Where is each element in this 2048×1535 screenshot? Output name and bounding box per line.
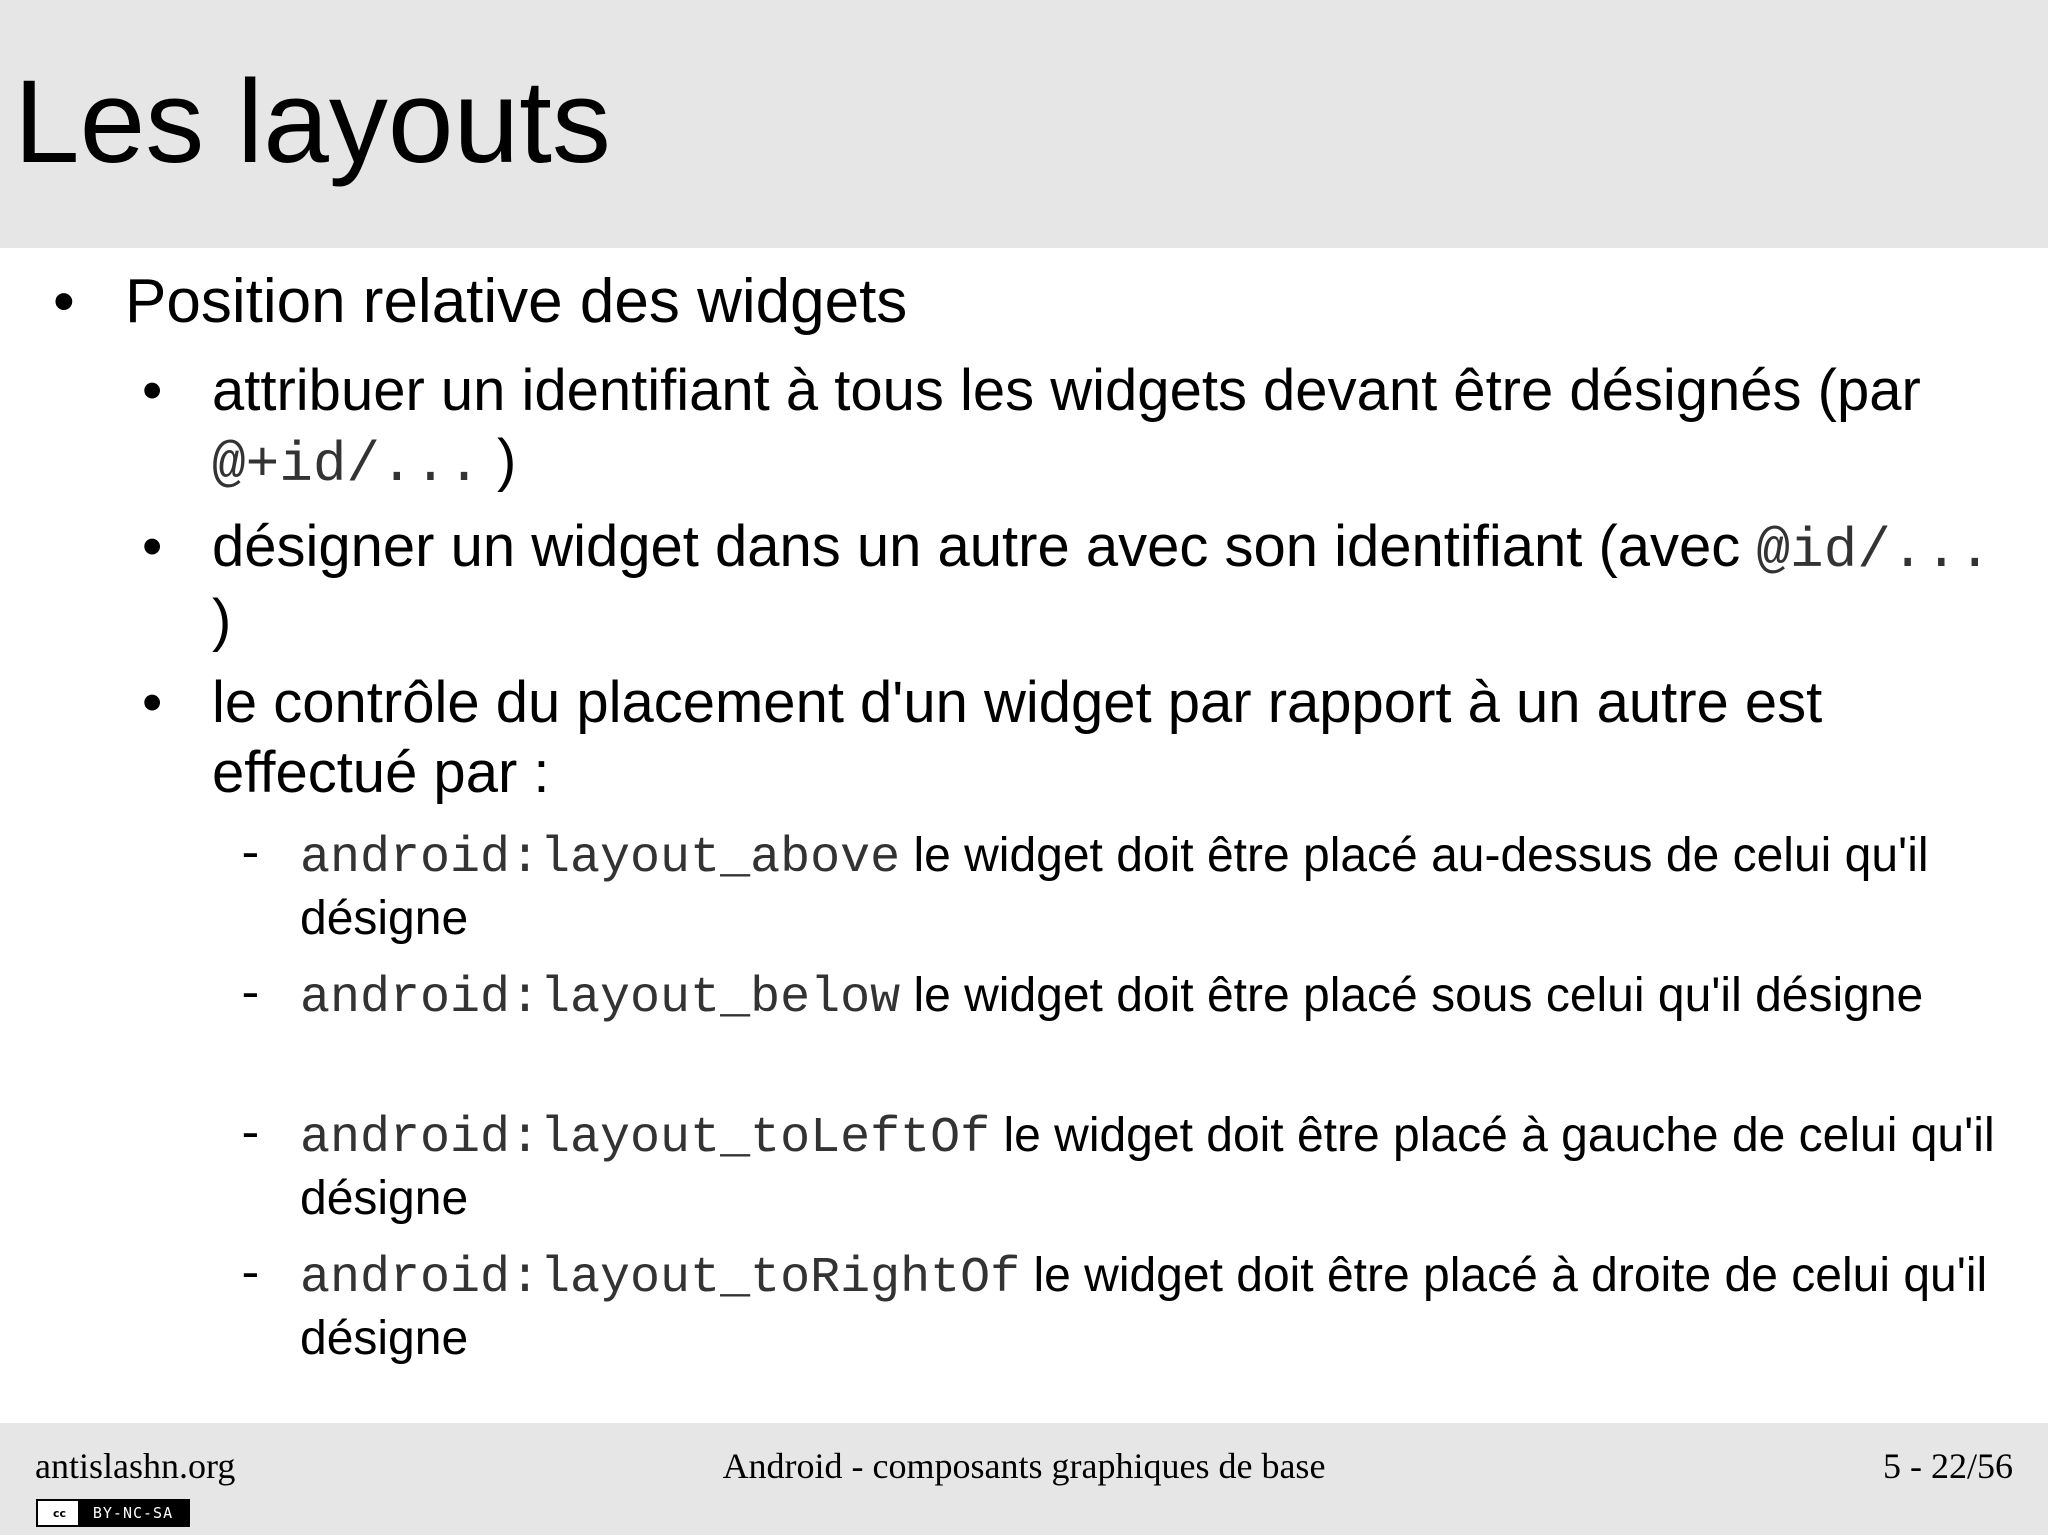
code-snippet: @id/...: [1756, 519, 1992, 583]
sub-sub-text: le widget doit être placé sous celui qu'il désigne: [900, 969, 1924, 1022]
sub-sub-item: [236, 966, 2020, 1029]
sub-bullet-text: le contrôle du placement d'un widget par rapport à un autre est effectué par :: [212, 670, 1823, 805]
dash-icon: -: [236, 969, 265, 1023]
dash-icon: -: [236, 1249, 265, 1303]
sub-sub-item: [236, 826, 2020, 949]
bullet-icon: •: [142, 670, 163, 735]
code-snippet: android:layout_above: [300, 830, 901, 887]
footer-page-number: 5 - 22/56: [1883, 1446, 2013, 1486]
cc-license-text: BY-NC-SA: [92, 1504, 174, 1522]
cc-logo-icon: [38, 1501, 78, 1525]
sub-bullet-item: [142, 668, 2012, 808]
slide-header: [0, 0, 2048, 248]
code-snippet: @+id/...: [212, 433, 481, 497]
bullet-text: Position relative des widgets: [125, 267, 908, 336]
bullet-icon: •: [53, 267, 75, 336]
cc-logo-mark: cc: [49, 1502, 71, 1524]
bullet-icon: •: [142, 514, 163, 579]
sub-sub-text: le widget doit être placé à gauche de celui qu'il désigne: [300, 1109, 1995, 1225]
slide-title: Les layouts: [14, 56, 611, 188]
sub-sub-item: [236, 1106, 2020, 1229]
bullet-icon: •: [142, 358, 163, 423]
sub-bullet-item: [142, 512, 2012, 656]
sub-bullet-text-end: ): [212, 588, 232, 653]
code-snippet: android:layout_toRightOf: [300, 1250, 1021, 1307]
code-snippet: android:layout_toLeftOf: [300, 1110, 991, 1167]
sub-sub-item: [236, 1246, 2020, 1369]
slide-content: [0, 248, 2048, 1423]
slide-footer: [0, 1423, 2048, 1535]
dash-icon: -: [236, 1109, 265, 1163]
cc-license-badge: [36, 1499, 190, 1527]
footer-site: antislashn.org: [35, 1446, 236, 1486]
sub-bullet-text-end: ): [480, 428, 517, 493]
sub-bullet-text: désigner un widget dans un autre avec son identifiant (avec: [212, 514, 1757, 579]
footer-course-title: Android - composants graphiques de base: [722, 1446, 1326, 1486]
sub-bullet-item: [142, 356, 2012, 500]
sub-sub-text: le widget doit être placé à droite de celui qu'il désigne: [300, 1249, 1988, 1365]
dash-icon: -: [236, 829, 265, 883]
sub-sub-text: le widget doit être placé au-dessus de celui qu'il désigne: [300, 829, 1929, 945]
code-snippet: android:layout_below: [300, 970, 901, 1027]
sub-bullet-text: attribuer un identifiant à tous les widgets devant être désignés (par: [212, 358, 1921, 423]
bullet-item: [53, 266, 908, 338]
